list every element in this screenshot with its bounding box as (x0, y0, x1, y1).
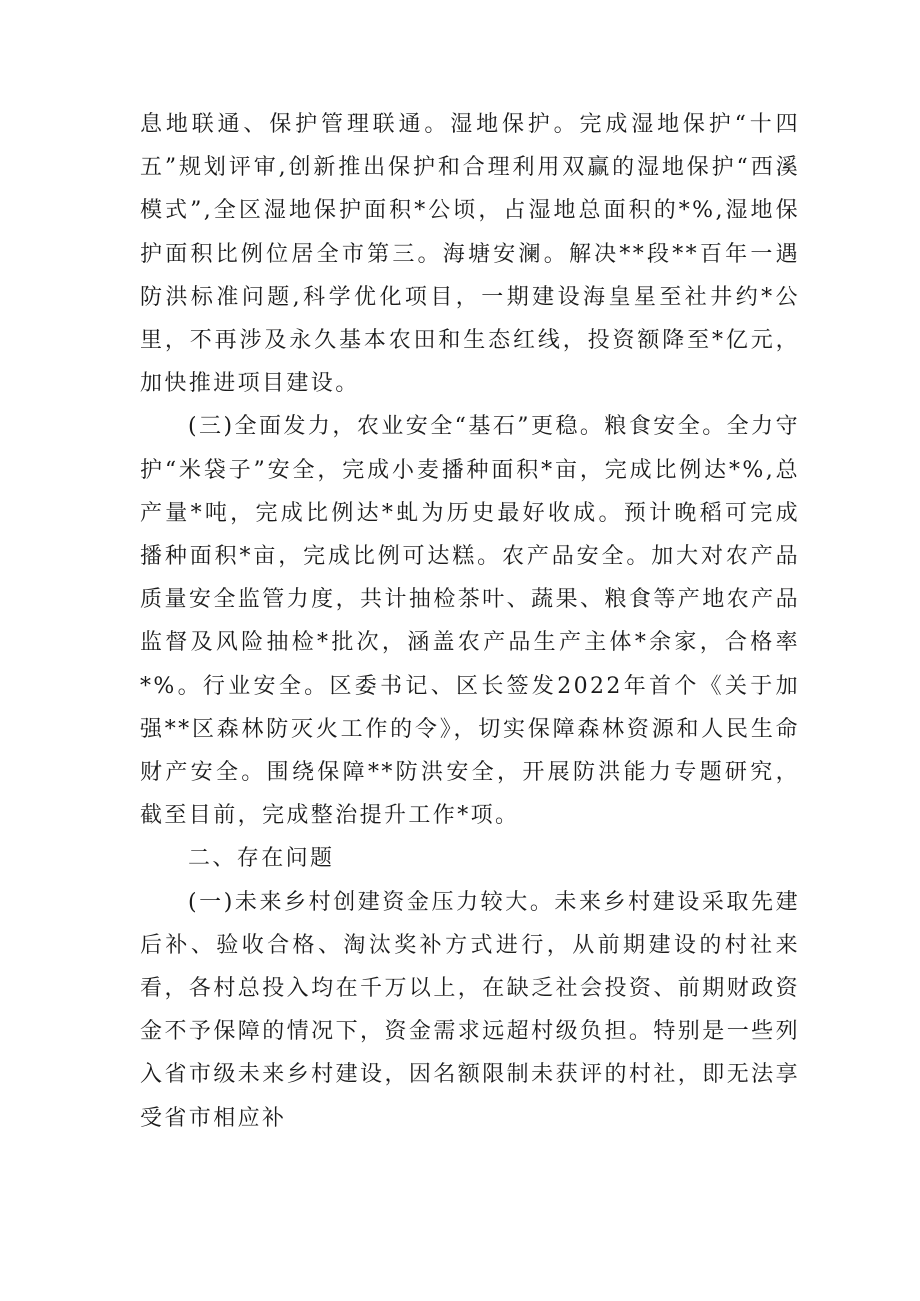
section-heading-problems: 二、存在问题 (188, 846, 335, 872)
paragraph-agriculture-safety: (三)全面发力，农业安全“基石”更稳。粮食安全。全力守护“米袋子”安全，完成小麦播种面积*亩，完成比例达*%,总产量*吨，完成比例达*虬为历史最好收成。预计晚稻可完成播种面积*亩，完成比例可达糕。农产品安全。加大对农产品质量安全监管力度，共计抽检茶叶、蔬果、粮食等产地农产品监督及风险抽检*批次，涵盖农产品生产主体*余家，合格率*%。行业安全。区委书记、区长签发2022年首个《关于加强**区森林防灭火工作的令》，切实保障森林资源和人民生命财产安全。围绕保障**防洪安全，开展防洪能力专题研究，截至目前，完成整治提升工作*项。 (140, 414, 800, 829)
paragraph-future-village-funding: (一)未来乡村创建资金压力较大。未来乡村建设采取先建后补、验收合格、淘汰奖补方式进行，从前期建设的村社来看，各村总投入均在千万以上，在缺乏社会投资、前期财政资金不予保障的情况下，资金需求远超村级负担。特别是一些列入省市级未来乡村建设，因名额限制未获评的村社，即无法享受省市相应补 (140, 889, 800, 1131)
paragraph-wetland-seawall: 息地联通、保护管理联通。湿地保护。完成湿地保护“十四五”规划评审,创新推出保护和合理利用双赢的湿地保护“西溪模式”,全区湿地保护面积*公顷，占湿地总面积的*%,湿地保护面积比例位居全市第三。海塘安澜。解决**段**百年一遇防洪标准问题,科学优化项目，一期建设海皇星至社井约*公里，不再涉及永久基本农田和生态红线，投资额降至*亿元，加快推进项目建设。 (140, 112, 800, 397)
document-page (140, 103, 800, 1140)
